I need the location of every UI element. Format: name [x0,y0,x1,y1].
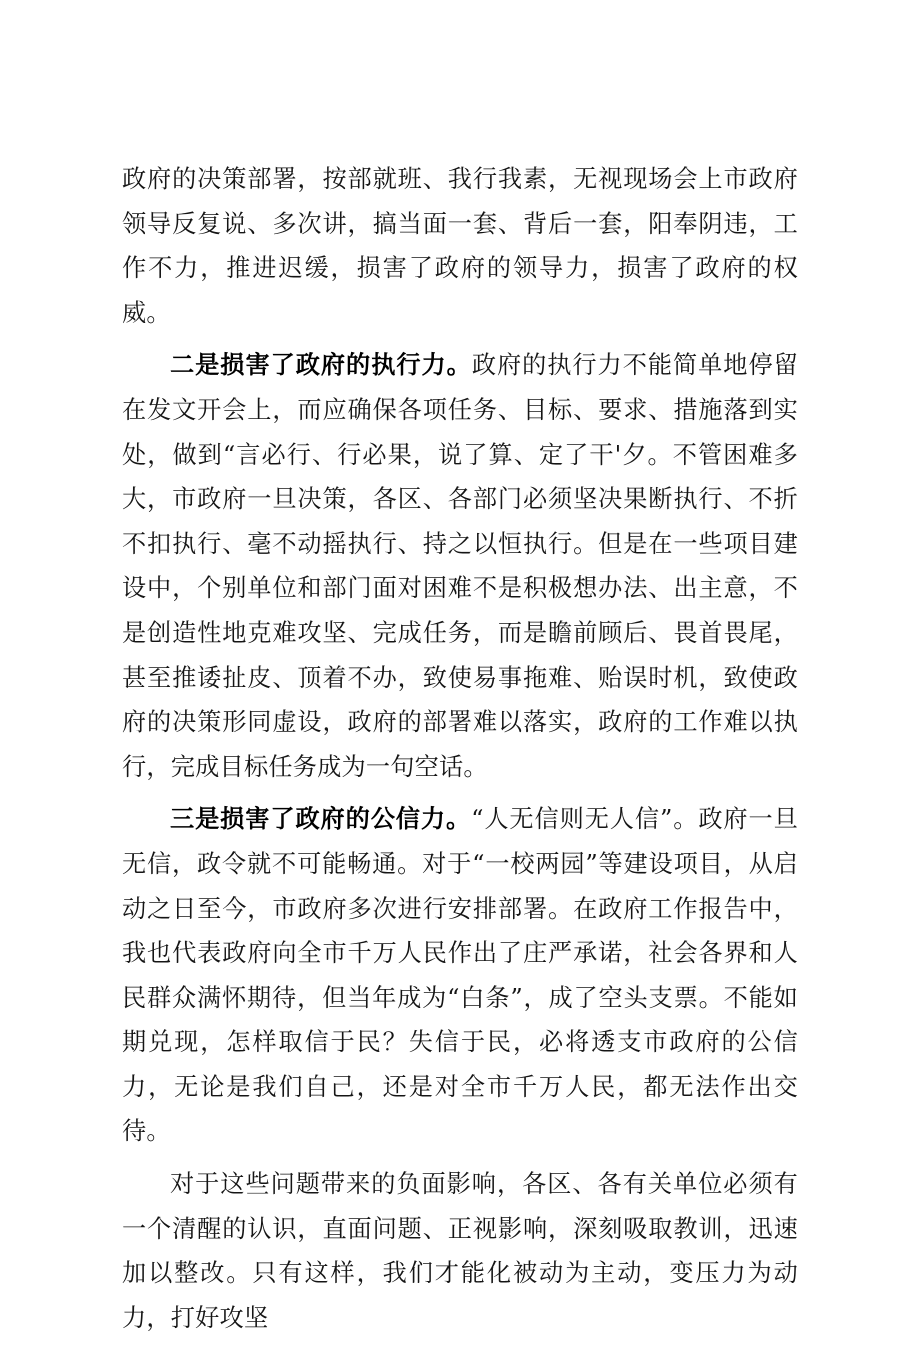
paragraph-rectification [122,1162,798,1340]
paragraph-text: 政府的决策部署，按部就班、我行我素，无视现场会上市政府领导反复说、多次讲，搞当面一套、背后一套，阳奉阴违，工作不力，推进迟缓，损害了政府的领导力，损害了政府的权威。 [122,165,798,327]
paragraph-execution [122,343,798,789]
document-body [122,157,798,1348]
paragraph-text: “人无信则无人信”。政府一旦无信，政令就不可能畅通。对于“一校两园”等建设项目，从启动之日至今，市政府多次进行安排部署。在政府工作报告中，我也代表政府向全市千万人民作出了庄严承诺，社会各界和人民群众满怀期待，但当年成为“白条”，成了空头支票。不能如期兑现，怎样取信于民？失信于民，必将透支市政府的公信力，无论是我们自己，还是对全市千万人民，都无法作出交待。 [122,805,798,1146]
paragraph-text: 对于这些问题带来的负面影响，各区、各有关单位必须有一个清醒的认识，直面问题、正视影响，深刻吸取教训，迅速加以整改。只有这样，我们才能化被动为主动，变压力为动力，打好攻坚 [122,1170,798,1332]
paragraph-credibility [122,797,798,1154]
paragraph-text: 政府的执行力不能简单地停留在发文开会上，而应确保各项任务、目标、要求、措施落到实处，做到“言必行、行必果，说了算、定了干'夕。不管困难多大，市政府一旦决策，各区、各部门必须坚决果断执行、不折不扣执行、毫不动摇执行、持之以恒执行。但是在一些项目建设中，个别单位和部门面对困难不是积极想办法、出主意，不是创造性地克难攻坚、完成任务，而是瞻前顾后、畏首畏尾，甚至推诿扯皮、顶着不办，致使易事拖难、贻误时机，致使政府的决策形同虚设，政府的部署难以落实，政府的工作难以执行，完成目标任务成为一句空话。 [122,351,798,781]
paragraph-heading: 三是损害了政府的公信力。 [170,804,472,834]
paragraph-heading: 二是损害了政府的执行力。 [170,350,472,380]
paragraph-continuation [122,157,798,335]
